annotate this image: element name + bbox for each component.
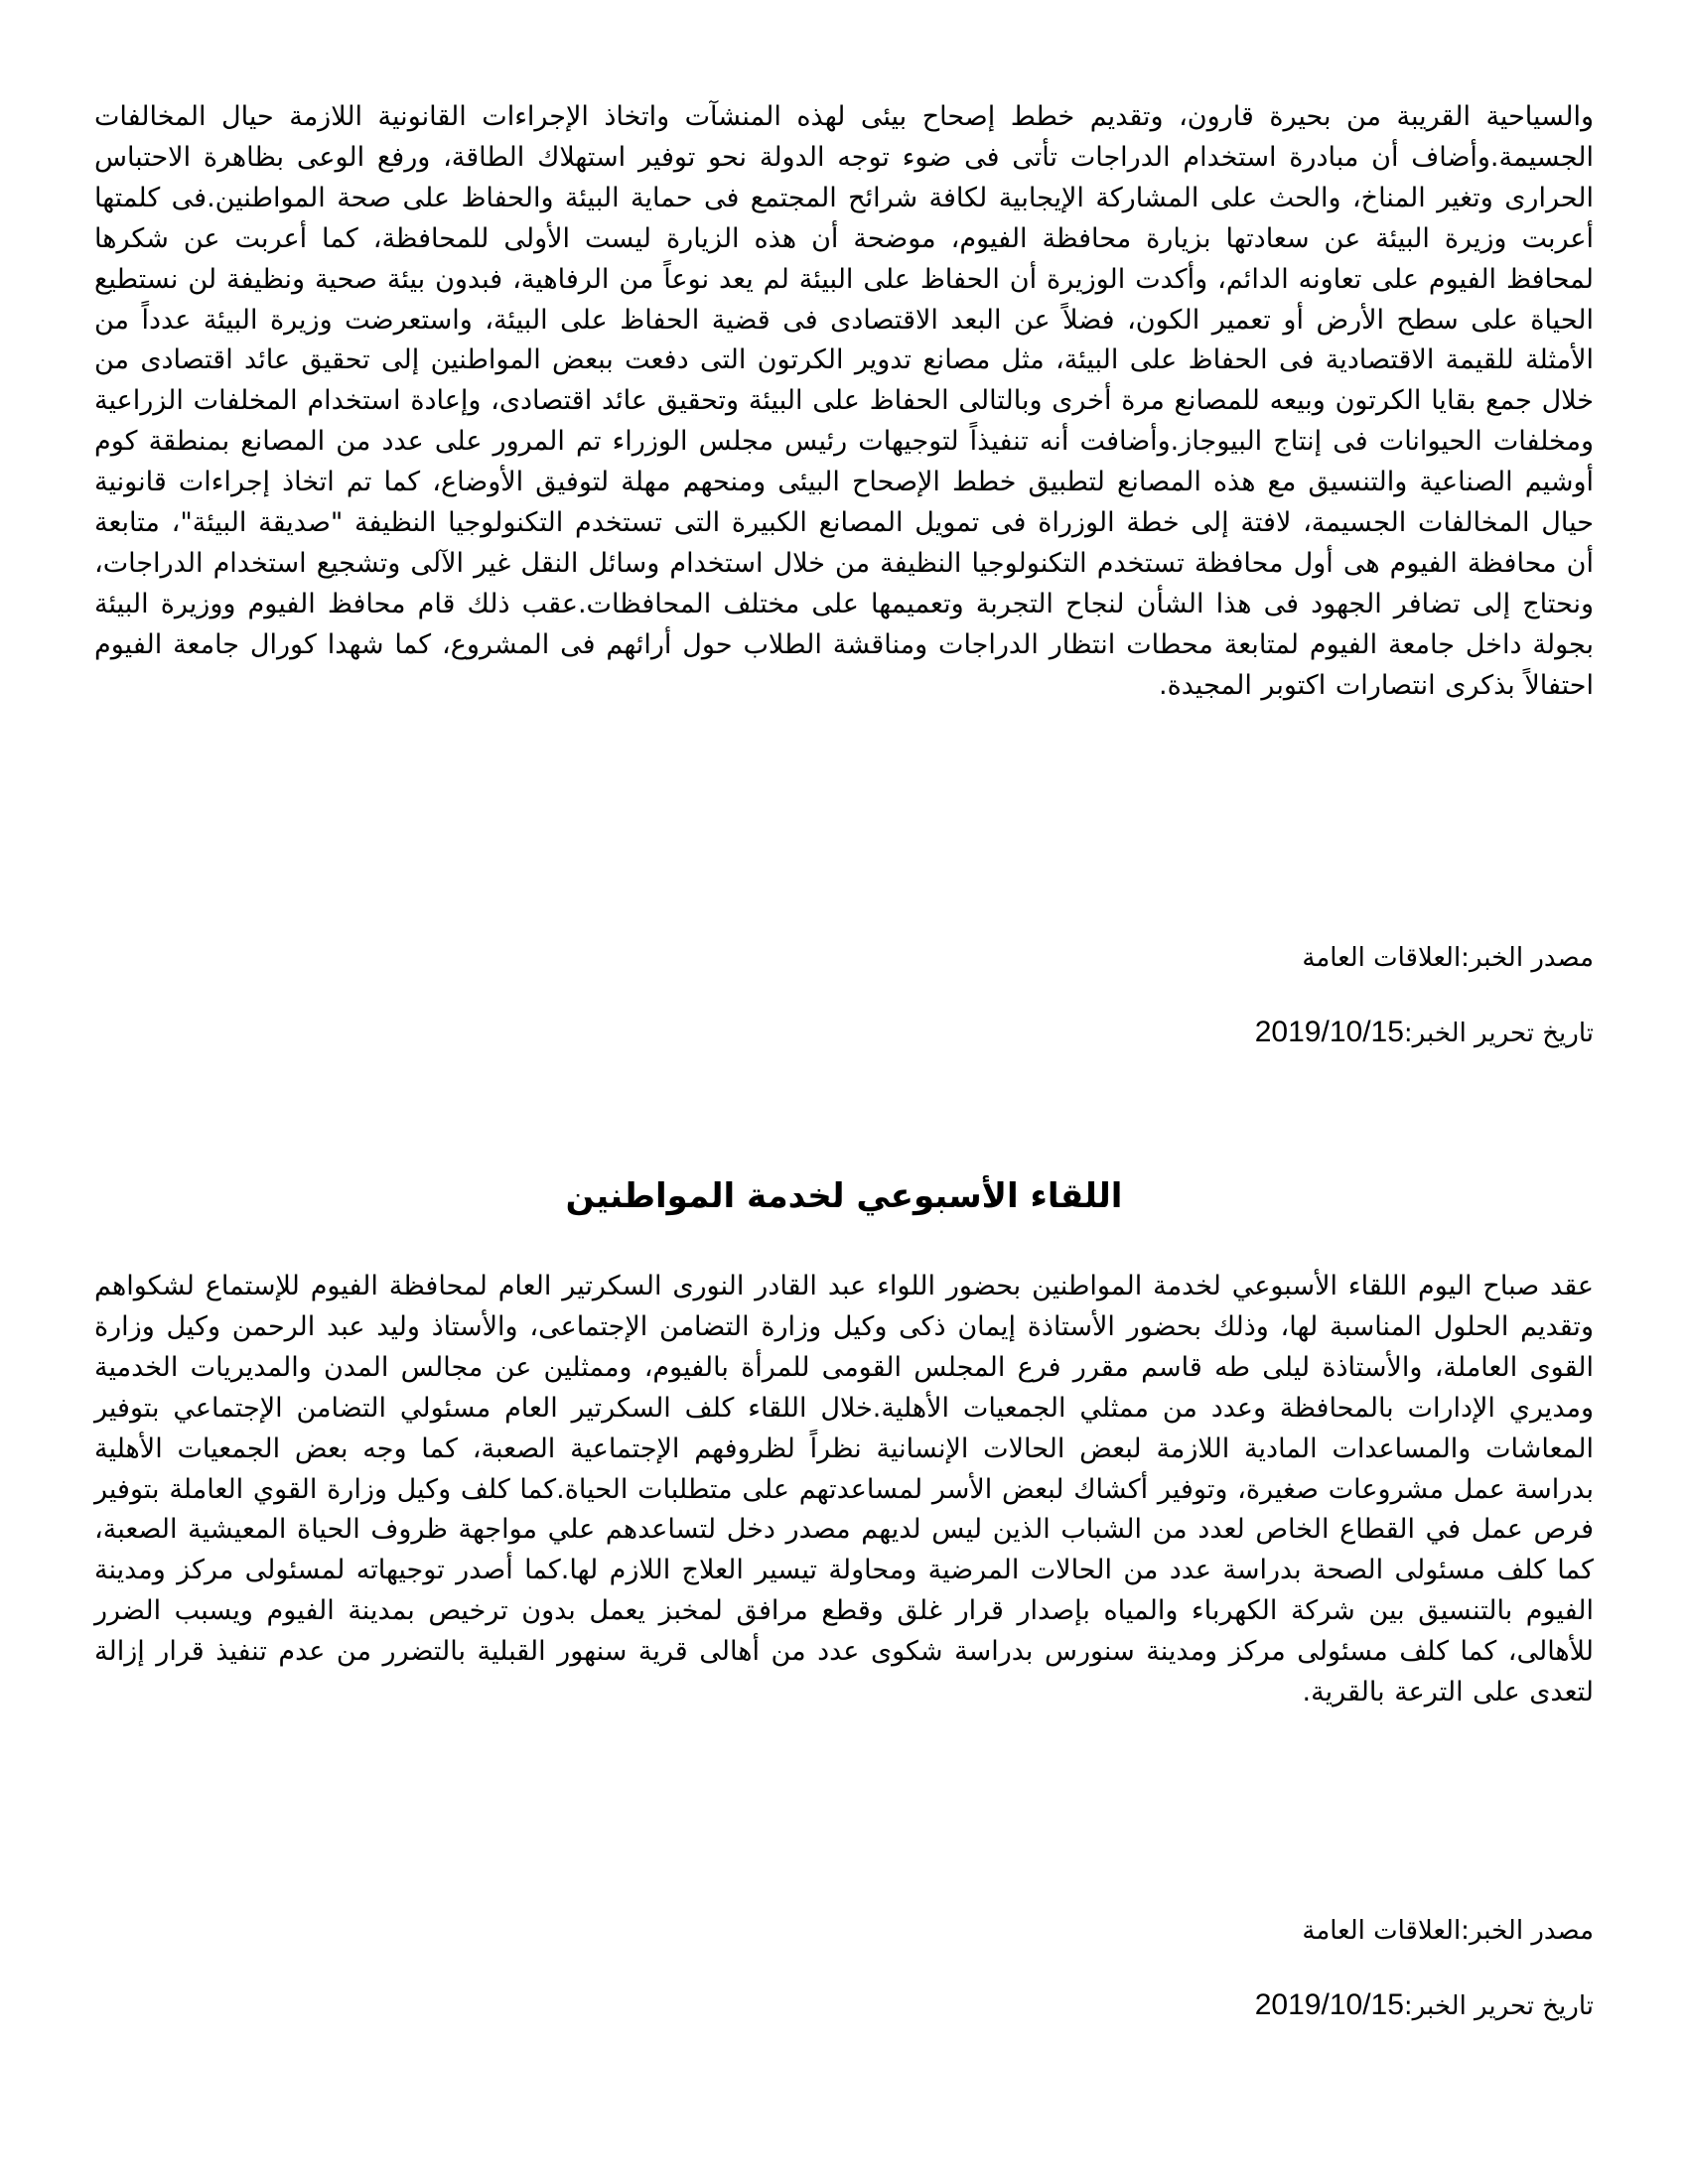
date-label: تاريخ تحرير الخبر:	[1403, 1019, 1594, 1048]
source-label: مصدر الخبر:	[1461, 943, 1594, 973]
article-2-date	[1255, 1988, 1594, 2023]
date-label: تاريخ تحرير الخبر:	[1403, 1991, 1594, 2021]
date-value: 2019/10/15	[1254, 1016, 1404, 1048]
source-value: العلاقات العامة	[1302, 1916, 1462, 1946]
date-value: 2019/10/15	[1254, 1988, 1404, 2021]
article-1-source	[1302, 941, 1594, 975]
article-2-source	[1302, 1914, 1594, 1948]
article-2-body: عقد صباح اليوم اللقاء الأسبوعي لخدمة المواطنين بحضور اللواء عبد القادر النورى السكرتير العام لمحافظة الفيوم للإستماع لشكواهم وتقديم الحلول المناسبة لها، وذلك بحضور الأستاذة إيمان ذكى وكيل وزارة التضامن الإجتماعى، والأستاذ وليد عبد الرحمن وكيل وزارة القوى العاملة، والأستاذة ليلى طه قاسم مقرر فرع المجلس القومى للمرأة بالفيوم، وممثلين عن مجالس المدن والمديريات الخدمية ومديري الإدارات بالمحافظة وعدد من ممثلي الجمعيات الأهلية.خلال اللقاء كلف السكرتير العام مسئولي التضامن الإجتماعي بتوفير المعاشات والمساعدات المادية اللازمة لبعض الحالات الإنسانية نظراً لظروفهم الإجتماعية الصعبة، كما وجه بعض الجمعيات الأهلية بدراسة عمل مشروعات صغيرة، وتوفير أكشاك لبعض الأسر لمساعدتهم على متطلبات الحياة.كما كلف وكيل وزارة القوي العاملة بتوفير فرص عمل في القطاع الخاص لعدد من الشباب الذين ليس لديهم مصدر دخل لتساعدهم علي مواجهة ظروف الحياة المعيشية الصعبة، كما كلف مسئولى الصحة بدراسة عدد من الحالات المرضية ومحاولة تيسير العلاج اللازم لها.كما أصدر توجيهاته لمسئولى مركز ومدينة الفيوم بالتنسيق بين شركة الكهرباء والمياه بإصدار قرار غلق وقطع مرافق لمخبز يعمل بدون ترخيص بمدينة الفيوم ويسبب الضرر للأهالى، كما كلف مسئولى مركز ومدينة سنورس بدراسة شكوى عدد من أهالى قرية سنهور القبلية بالتضرر من عدم تنفيذ قرار إزالة لتعدى على الترعة بالقرية.	[94, 1271, 1594, 1708]
article-2-title: اللقاء الأسبوعي لخدمة المواطنين	[565, 1176, 1123, 1216]
source-label: مصدر الخبر:	[1461, 1916, 1594, 1946]
article-1-body: والسياحية القريبة من بحيرة قارون، وتقديم خطط إصحاح بيئى لهذه المنشآت واتخاذ الإجراءات القانونية اللازمة حيال المخالفات الجسيمة.وأضاف أن مبادرة استخدام الدراجات تأتى فى ضوء توجه الدولة نحو توفير استهلاك الطاقة، ورفع الوعى بظاهرة الاحتباس الحرارى وتغير المناخ، والحث على المشاركة الإيجابية لكافة شرائح المجتمع فى حماية البيئة والحفاظ على صحة المواطنين.فى كلمتها أعربت وزيرة البيئة عن سعادتها بزيارة محافظة الفيوم، موضحة أن هذه الزيارة ليست الأولى للمحافظة، كما أعربت عن شكرها لمحافظ الفيوم على تعاونه الدائم، وأكدت الوزيرة أن الحفاظ على البيئة لم يعد نوعاً من الرفاهية، فبدون بيئة صحية ونظيفة لن نستطيع الحياة على سطح الأرض أو تعمير الكون، فضلاً عن البعد الاقتصادى فى قضية الحفاظ على البيئة، واستعرضت وزيرة البيئة عدداً من الأمثلة للقيمة الاقتصادية فى الحفاظ على البيئة، مثل مصانع تدوير الكرتون التى دفعت ببعض المواطنين إلى تحقيق عائد اقتصادى من خلال جمع بقايا الكرتون وبيعه للمصانع مرة أخرى وبالتالى الحفاظ على البيئة وتحقيق عائد اقتصادى، وإعادة استخدام المخلفات الزراعية ومخلفات الحيوانات فى إنتاج البيوجاز.وأضافت أنه تنفيذاً لتوجيهات رئيس مجلس الوزراء تم المرور على عدد من المصانع بمنطقة كوم أوشيم الصناعية والتنسيق مع هذه المصانع لتطبيق خطط الإصحاح البيئى ومنحهم مهلة لتوفيق الأوضاع، كما تم اتخاذ إجراءات قانونية حيال المخالفات الجسيمة، لافتة إلى خطة الوزراة فى تمويل المصانع الكبيرة التى تستخدم التكنولوجيا النظيفة "صديقة البيئة"، متابعة أن محافظة الفيوم هى أول محافظة تستخدم التكنولوجيا النظيفة من خلال استخدام وسائل النقل غير الآلى وتشجيع استخدام الدراجات، ونحتاج إلى تضافر الجهود فى هذا الشأن لنجاح التجربة وتعميمها على مختلف المحافظات.عقب ذلك قام محافظ الفيوم ووزيرة البيئة بجولة داخل جامعة الفيوم لمتابعة محطات انتظار الدراجات ومناقشة الطلاب حول أرائهم فى المشروع، كما شهدا كورال جامعة الفيوم احتفالاً بذكرى انتصارات اكتوبر المجيدة.	[94, 101, 1594, 701]
source-value: العلاقات العامة	[1302, 943, 1462, 973]
article-1-date	[1255, 1016, 1594, 1050]
